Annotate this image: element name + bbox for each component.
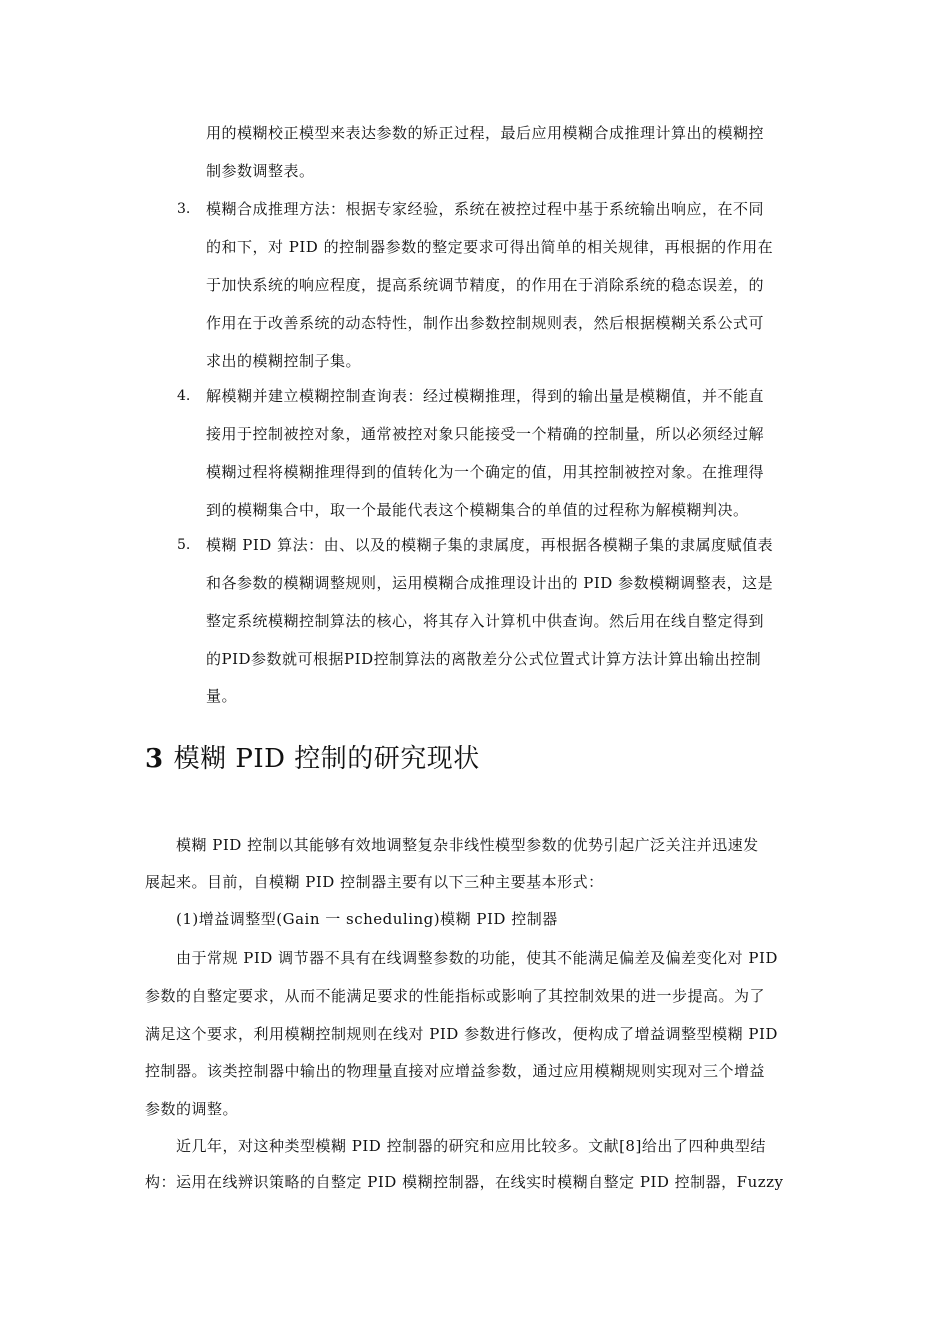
list-item-4-line-1: 解模糊并建立模糊控制查询表：经过模糊推理，得到的输出量是模糊值，并不能直 [206, 387, 765, 405]
list-item-5-line-1: 模糊 PID 算法：由、以及的模糊子集的隶属度，再根据各模糊子集的隶属度赋值表 [206, 536, 774, 554]
list-item-3-number: 3. [177, 201, 191, 217]
list-item-5-number: 5. [177, 537, 191, 553]
list-item-2-line-1: 用的模糊校正模型来表达参数的矫正过程，最后应用模糊合成推理计算出的模糊控 [206, 124, 765, 142]
list-item-4-line-2: 接用于控制被控对象，通常被控对象只能接受一个精确的控制量，所以必须经过解 [206, 425, 765, 443]
paragraph-2-line-1: (1)增益调整型(Gain 一 scheduling)模糊 PID 控制器 [176, 910, 558, 928]
list-item-3-line-4: 作用在于改善系统的动态特性，制作出参数控制规则表，然后根据模糊关系公式可 [206, 314, 765, 332]
paragraph-3-line-2: 参数的自整定要求，从而不能满足要求的性能指标或影响了其控制效果的进一步提高。为了 [145, 987, 766, 1005]
list-item-5-line-2: 和各参数的模糊调整规则，运用模糊合成推理设计出的 PID 参数模糊调整表，这是 [206, 574, 774, 592]
list-item-4-number: 4. [177, 388, 191, 404]
paragraph-4-line-1: 近几年，对这种类型模糊 PID 控制器的研究和应用比较多。文献[8]给出了四种典型结 [176, 1137, 766, 1155]
list-item-3-line-5: 求出的模糊控制子集。 [206, 352, 362, 370]
list-item-3-line-2: 的和下，对 PID 的控制器参数的整定要求可得出简单的相关规律，再根据的作用在 [206, 238, 774, 256]
paragraph-1-line-1: 模糊 PID 控制以其能够有效地调整复杂非线性模型参数的优势引起广泛关注并迅速发 [176, 836, 759, 854]
list-item-4-line-4: 到的模糊集合中，取一个最能代表这个模糊集合的单值的过程称为解模糊判决。 [206, 501, 749, 519]
section-number: 3 [145, 744, 164, 774]
section-heading [145, 741, 480, 777]
paragraph-3-line-5: 参数的调整。 [145, 1100, 239, 1118]
list-item-5-line-5: 量。 [206, 687, 238, 705]
paragraph-1-line-2: 展起来。目前，自模糊 PID 控制器主要有以下三种主要基本形式： [145, 873, 604, 891]
paragraph-3-line-3: 满足这个要求，利用模糊控制规则在线对 PID 参数进行修改，便构成了增益调整型模糊 PID [145, 1025, 778, 1043]
list-item-5-line-4: 的PID参数就可根据PID控制算法的离散差分公式位置式计算方法计算出输出控制 [206, 650, 762, 668]
paragraph-3-line-1: 由于常规 PID 调节器不具有在线调整参数的功能，使其不能满足偏差及偏差变化对 PID [176, 949, 778, 967]
list-item-3-line-1: 模糊合成推理方法：根据专家经验，系统在被控过程中基于系统输出响应，在不同 [206, 200, 765, 218]
paragraph-3-line-4: 控制器。该类控制器中输出的物理量直接对应增益参数，通过应用模糊规则实现对三个增益 [145, 1062, 766, 1080]
paragraph-4-line-2: 构：运用在线辨识策略的自整定 PID 模糊控制器，在线实时模糊自整定 PID 控制器，Fuzzy [145, 1173, 784, 1191]
list-item-3-line-3: 于加快系统的响应程度，提高系统调节精度，的作用在于消除系统的稳态误差，的 [206, 276, 765, 294]
list-item-5-line-3: 整定系统模糊控制算法的核心，将其存入计算机中供查询。然后用在线自整定得到 [206, 612, 765, 630]
list-item-4-line-3: 模糊过程将模糊推理得到的值转化为一个确定的值，用其控制被控对象。在推理得 [206, 463, 765, 481]
list-item-2-line-2: 制参数调整表。 [206, 162, 315, 180]
section-title: 模糊 PID 控制的研究现状 [173, 744, 480, 774]
